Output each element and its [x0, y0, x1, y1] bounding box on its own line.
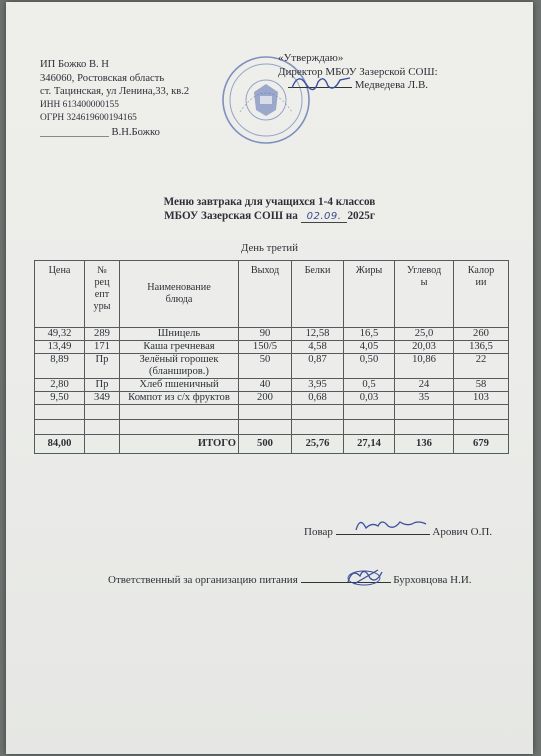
col-carbs-cell: 10,86 [395, 354, 454, 379]
empty-cell [344, 420, 395, 435]
col-recipe-no-cell: 171 [85, 341, 120, 354]
col-recipe-no-total [85, 435, 120, 454]
table-header-row [35, 261, 509, 328]
empty-cell [120, 420, 239, 435]
cook-label: Повар [304, 526, 333, 538]
col-recipe-no-header: № рец епт уры [85, 261, 120, 328]
col-fat-header: Жиры [344, 261, 395, 328]
total-row [35, 435, 509, 454]
col-fat-cell: 0,5 [344, 379, 395, 392]
col-portion-total: 500 [239, 435, 292, 454]
supplier-name: ИП Божко В. Н [40, 59, 109, 70]
col-calories-cell: 260 [454, 328, 509, 341]
col-fat-cell: 16,5 [344, 328, 395, 341]
table-row [35, 392, 509, 405]
table-row [35, 379, 509, 392]
approval-director-name: Медведева Л.В. [354, 79, 429, 91]
col-calories-cell: 22 [454, 354, 509, 379]
menu-title-line2 [6, 210, 533, 222]
col-calories-cell: 136,5 [454, 341, 509, 354]
col-dish-name-cell: Шницель [120, 328, 239, 341]
menu-day: День третий [240, 242, 298, 254]
col-calories-total: 679 [454, 435, 509, 454]
supplier-block [40, 58, 189, 140]
col-carbs-cell: 20,03 [395, 341, 454, 354]
col-recipe-no-cell: 289 [85, 328, 120, 341]
col-dish-name-cell: Компот из с/х фруктов [120, 392, 239, 405]
empty-cell [292, 405, 344, 420]
col-protein-cell: 4,58 [292, 341, 344, 354]
col-portion-header: Выход [239, 261, 292, 328]
table-row [35, 328, 509, 341]
cook-name: Арович О.П. [432, 526, 493, 538]
col-carbs-header: Углевод ы [395, 261, 454, 328]
table-row [35, 354, 509, 379]
col-dish-name-header: Наименование блюда [120, 261, 239, 328]
empty-cell [85, 420, 120, 435]
col-dish-name-cell: Каша гречневая [120, 341, 239, 354]
col-dish-name-cell: Хлеб пшеничный [120, 379, 239, 392]
supplier-address-street: ст. Тацинская, ул Ленина,33, кв.2 [40, 86, 190, 98]
col-dish-name-cell: Зелёный горошек (бланширов.) [120, 354, 239, 379]
empty-cell [239, 405, 292, 420]
col-price-cell: 2,80 [35, 379, 85, 392]
supplier-signature-line: _____________ В.Н.Божко [40, 126, 160, 138]
col-price-cell: 9,50 [35, 392, 85, 405]
empty-cell [395, 420, 454, 435]
col-fat-total: 27,14 [344, 435, 395, 454]
col-price-cell: 49,32 [35, 328, 85, 341]
cook-signature-icon [352, 512, 432, 538]
col-protein-cell: 0,87 [292, 354, 344, 379]
col-protein-total: 25,76 [292, 435, 344, 454]
document-page [6, 2, 533, 754]
col-carbs-cell: 24 [395, 379, 454, 392]
empty-cell [344, 405, 395, 420]
empty-cell [292, 420, 344, 435]
menu-title: Меню завтрака для учащихся 1-4 классов [163, 196, 376, 208]
col-price-total: 84,00 [35, 435, 85, 454]
col-carbs-cell: 35 [395, 392, 454, 405]
col-calories-cell: 103 [454, 392, 509, 405]
empty-cell [239, 420, 292, 435]
col-price-cell: 8,89 [35, 354, 85, 379]
col-fat-cell: 0,50 [344, 354, 395, 379]
col-price-cell: 13,49 [35, 341, 85, 354]
col-dish-name-total: ИТОГО [120, 435, 239, 454]
col-calories-header: Калор ии [454, 261, 509, 328]
col-recipe-no-cell: Пр [85, 354, 120, 379]
col-carbs-total: 136 [395, 435, 454, 454]
col-recipe-no-cell: Пр [85, 379, 120, 392]
col-fat-cell: 0,03 [344, 392, 395, 405]
approval-position: Директор МБОУ Зазерской СОШ: [278, 65, 438, 78]
responsible-signature [108, 574, 472, 586]
col-protein-header: Белки [292, 261, 344, 328]
col-calories-cell: 58 [454, 379, 509, 392]
empty-cell [85, 405, 120, 420]
col-portion-cell: 150/5 [239, 341, 292, 354]
table-body [35, 328, 509, 454]
empty-row [35, 405, 509, 420]
director-signature-icon [288, 68, 358, 98]
supplier-inn: ИНН 613400000155 [40, 99, 119, 110]
approval-heading: «Утверждаю» [278, 52, 344, 64]
empty-cell [454, 405, 509, 420]
col-protein-cell: 12,58 [292, 328, 344, 341]
table-row [35, 341, 509, 354]
supplier-address-region: 346060, Ростовская область [40, 72, 165, 84]
col-protein-cell: 0,68 [292, 392, 344, 405]
empty-row [35, 420, 509, 435]
empty-cell [35, 405, 85, 420]
supplier-ogrn: ОГРН 324619600194165 [40, 113, 137, 124]
col-carbs-cell: 25,0 [395, 328, 454, 341]
col-portion-cell: 200 [239, 392, 292, 405]
col-price-header: Цена [35, 261, 85, 328]
col-portion-cell: 50 [239, 354, 292, 379]
empty-cell [454, 420, 509, 435]
empty-cell [395, 405, 454, 420]
responsible-label: Ответственный за организацию питания [108, 574, 298, 586]
school-name: МБОУ Зазерская СОШ на [164, 210, 298, 222]
responsible-name: Бурховцова Н.И. [393, 574, 472, 586]
col-protein-cell: 3,95 [292, 379, 344, 392]
responsible-signature-icon [342, 562, 392, 592]
handwritten-date: 02.09. [301, 211, 348, 223]
menu-table [34, 260, 509, 454]
col-portion-cell: 90 [239, 328, 292, 341]
col-fat-cell: 4,05 [344, 341, 395, 354]
col-recipe-no-cell: 349 [85, 392, 120, 405]
empty-cell [120, 405, 239, 420]
menu-year: 2025г [347, 210, 375, 222]
col-portion-cell: 40 [239, 379, 292, 392]
empty-cell [35, 420, 85, 435]
